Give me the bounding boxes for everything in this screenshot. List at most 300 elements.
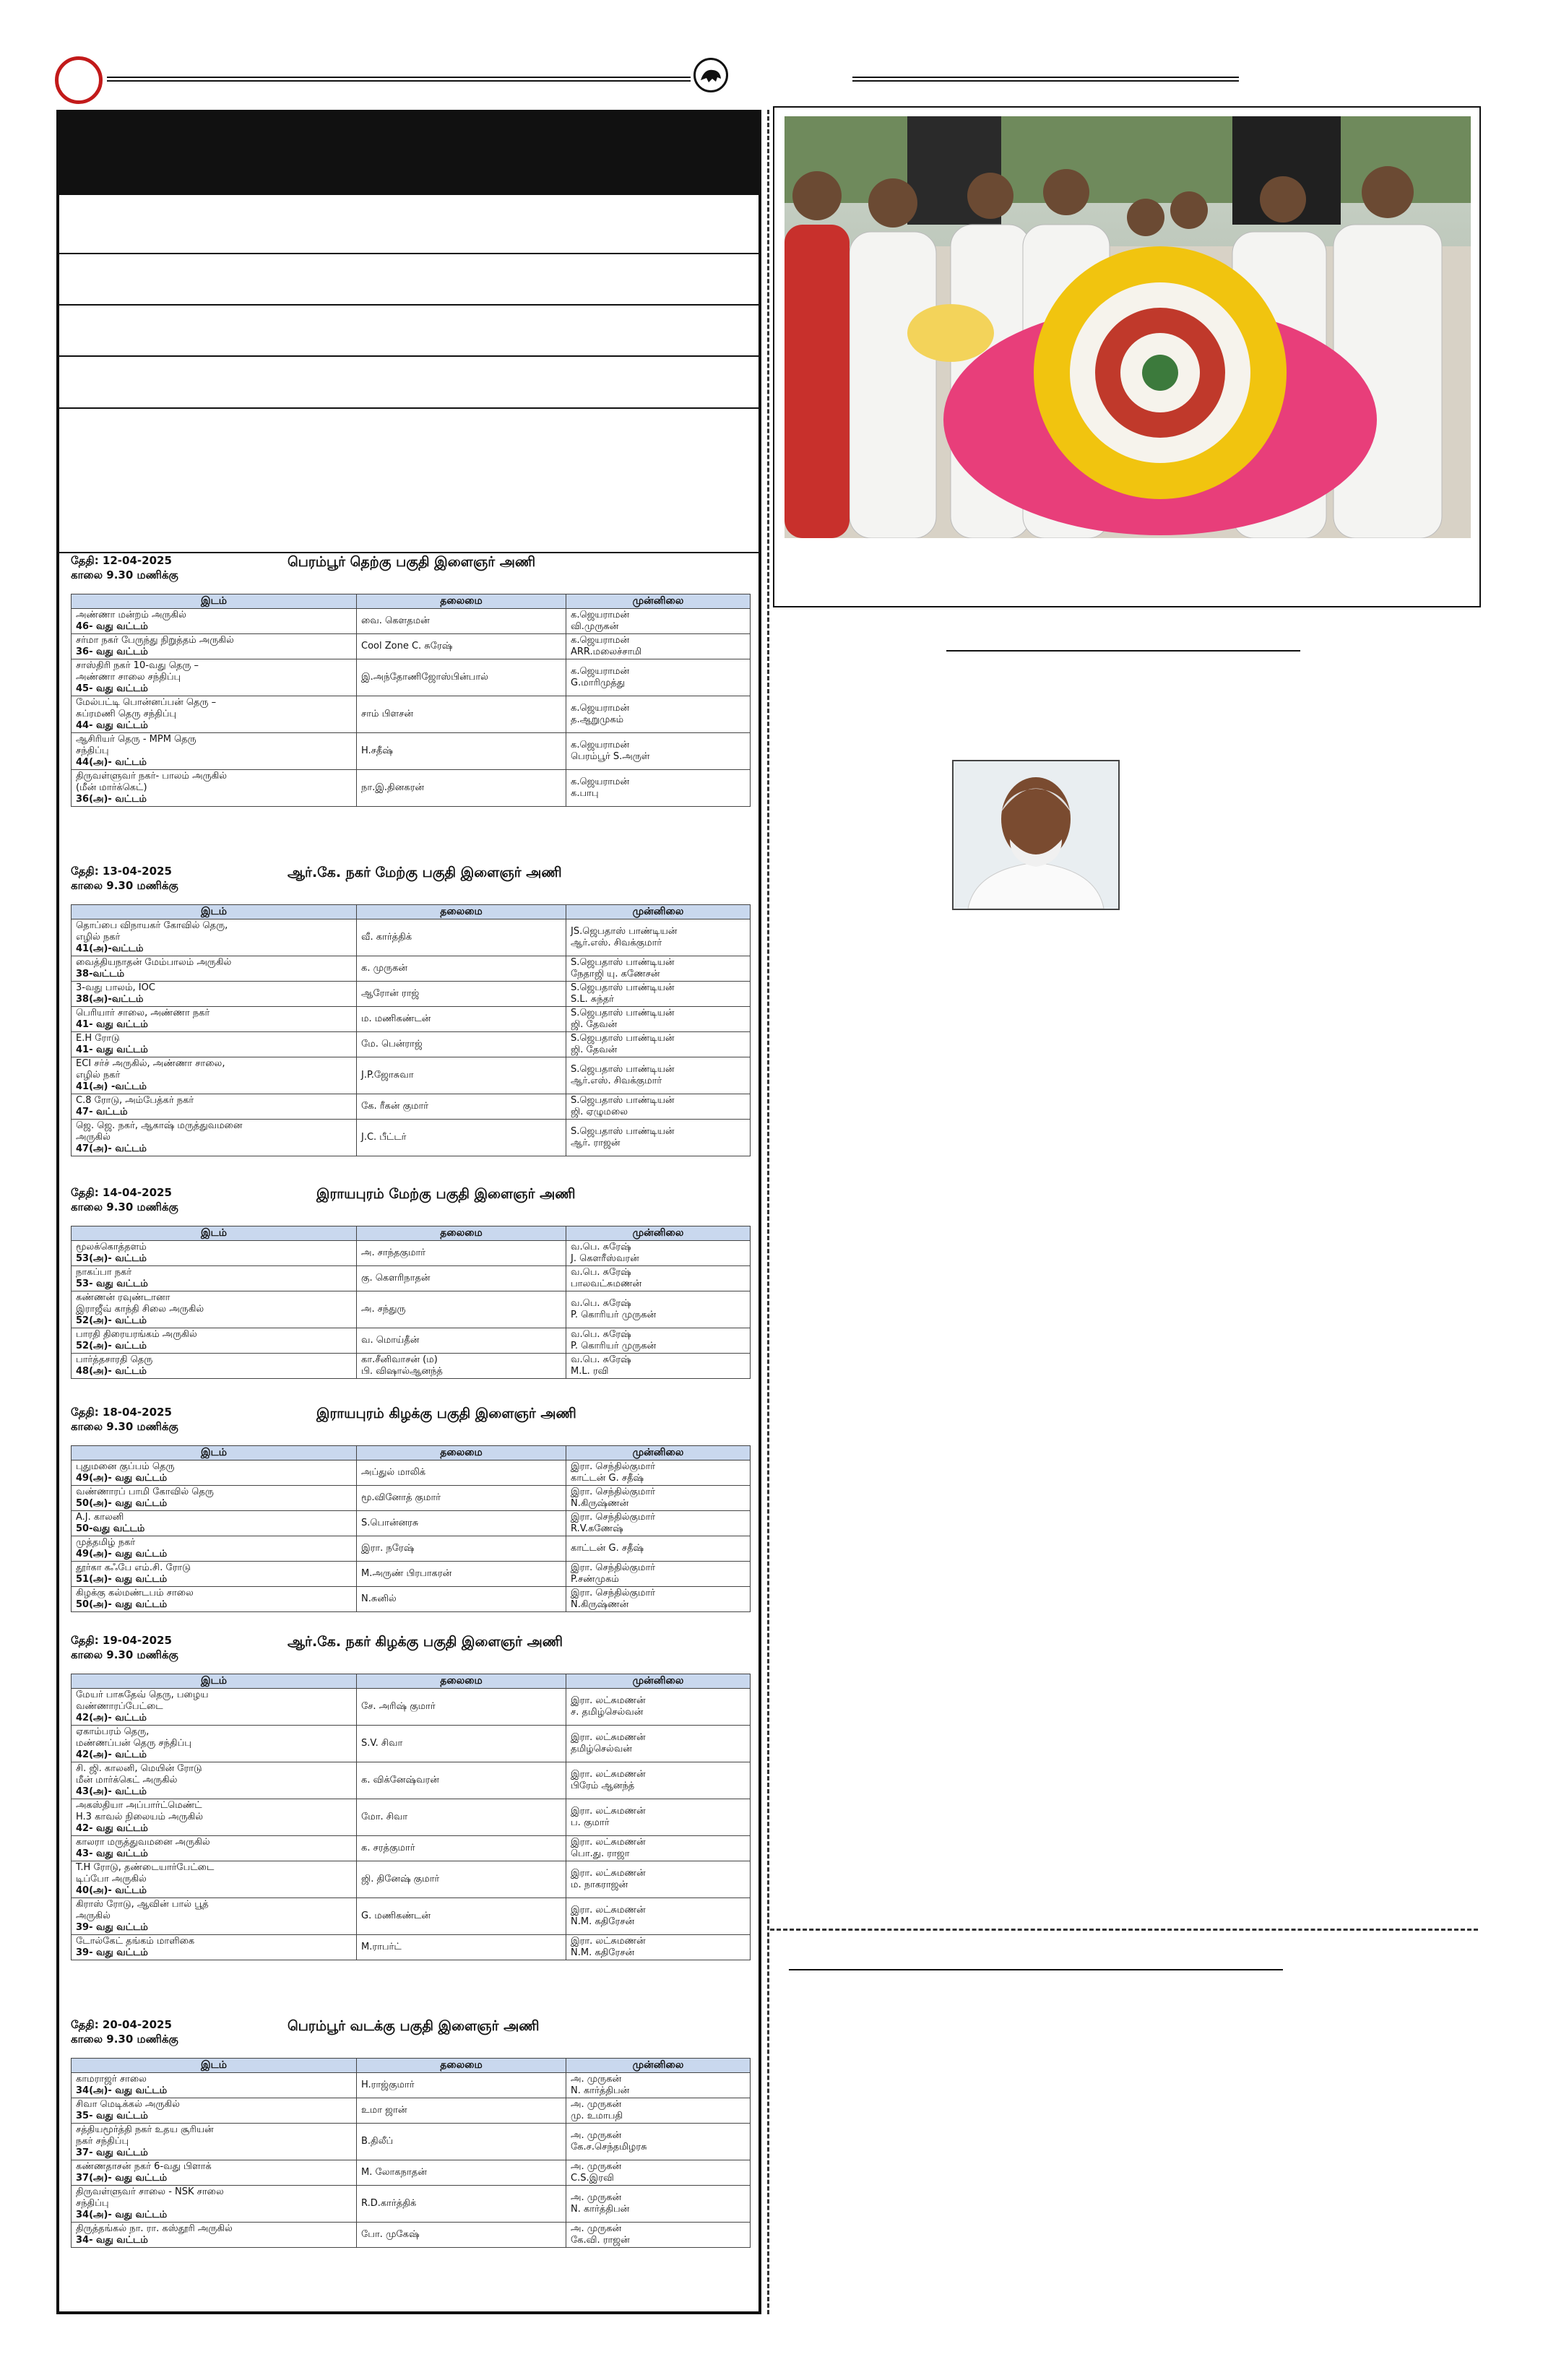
ward-label: 41(அ)-வட்டம் [76, 943, 144, 954]
table-row [72, 1836, 751, 1861]
ward-label: 34(அ)- வது வட்டம் [76, 2210, 168, 2220]
place-cell [72, 1057, 357, 1094]
place-cell [72, 696, 357, 733]
ward-label: 52(அ)- வட்டம் [76, 1315, 147, 1326]
front-name: இரா. லட்சுமணன் [571, 1806, 646, 1817]
front-cell [566, 609, 751, 634]
time-text: காலை 9.30 மணிக்கு [71, 879, 178, 892]
schedule-block [71, 553, 750, 807]
place-cell [72, 609, 357, 634]
place-line: (மீன் மார்க்கெட்) [76, 782, 147, 793]
masthead-rule [107, 77, 691, 82]
place-cell [72, 1486, 357, 1511]
place-line: காமராஜர் சாலை [76, 2074, 147, 2085]
table-row [72, 982, 751, 1007]
front-name: N.கிருஷ்ணன் [571, 1599, 629, 1610]
front-name: கே.வி. ராஜன் [571, 2235, 630, 2246]
ward-label: 41- வது வட்டம் [76, 1019, 148, 1030]
place-cell [72, 1094, 357, 1120]
front-cell [566, 1241, 751, 1266]
column-header-lead: தலைமை [357, 2059, 566, 2073]
lead-cell: J.P.ஜோசுவா [357, 1057, 566, 1094]
column-header-place: இடம் [72, 1446, 357, 1461]
block-header [71, 1405, 750, 1445]
lead-cell: க. விக்னேஷ்வரன் [357, 1762, 566, 1799]
table-row [72, 1536, 751, 1562]
column-header-lead: தலைமை [357, 1446, 566, 1461]
front-name: வ.பெ. சுரேஷ் [571, 1298, 631, 1309]
place-line: பெரியார் சாலை, அண்ணா நகர் [76, 1008, 210, 1018]
table-row [72, 919, 751, 956]
front-cell [566, 1486, 751, 1511]
block-date [71, 553, 178, 582]
lead-cell: சே. அரிஷ் குமார் [357, 1689, 566, 1726]
lead-cell: ஜி. தினேஷ் குமார் [357, 1861, 566, 1898]
time-text: காலை 9.30 மணிக்கு [71, 568, 178, 581]
block-title: ஆர்.கே. நகர் கிழக்கு பகுதி இளைஞர் அணி [288, 1634, 563, 1650]
front-name: ஜி. தேவன் [571, 1019, 618, 1030]
ward-label: 52(அ)- வட்டம் [76, 1341, 147, 1351]
place-cell [72, 1935, 357, 1960]
front-name: JS.ஜெபதாஸ் பாண்டியன் [571, 926, 678, 937]
front-cell [566, 1898, 751, 1935]
front-name: ARR.மலைச்சாமி [571, 646, 642, 657]
place-line: ECI சர்ச் அருகில், அண்ணா சாலை, [76, 1058, 225, 1069]
place-line: C.8 ரோடு, அம்பேத்கர் நகர் [76, 1095, 194, 1106]
front-name: இரா. லட்சுமணன் [571, 1837, 646, 1848]
front-name: N.M. கதிரேசன் [571, 1916, 635, 1927]
front-name: P. கொரியர் முருகன் [571, 1310, 657, 1320]
front-cell [566, 1094, 751, 1120]
time-text: காலை 9.30 மணிக்கு [71, 2033, 178, 2046]
front-name: இரா. லட்சுமணன் [571, 1936, 646, 1947]
front-name: ஆர்.எஸ். சிவக்குமார் [571, 1076, 662, 1086]
front-cell [566, 1007, 751, 1032]
table-row [72, 2124, 751, 2160]
block-header [71, 553, 750, 594]
lead-cell: க. சரத்குமார் [357, 1836, 566, 1861]
place-cell [72, 1511, 357, 1536]
front-name: ஜி. ஏழுமலை [571, 1107, 628, 1117]
front-name: ப. குமார் [571, 1817, 610, 1828]
front-name: S.ஜெபதாஸ் பாண்டியன் [571, 1095, 675, 1106]
lead-cell: நா.இ.தினகரன் [357, 770, 566, 807]
table-row [72, 634, 751, 659]
front-cell [566, 1587, 751, 1612]
front-name: J. கௌரீஸ்வரன் [571, 1253, 639, 1264]
masthead-logo-icon [693, 58, 728, 92]
front-name: P. கொரியர் முருகன் [571, 1341, 657, 1351]
masthead-rule-right [852, 77, 1239, 82]
lead-cell: M. லோகநாதன் [357, 2160, 566, 2186]
ward-label: 42- வது வட்டம் [76, 1823, 148, 1834]
ward-label: 47(அ)- வட்டம் [76, 1143, 147, 1154]
front-name: மு. உமாபதி [571, 2111, 623, 2121]
place-cell [72, 1799, 357, 1836]
schedule-table [71, 1674, 751, 1960]
lead-cell: S.பொன்னரசு [357, 1511, 566, 1536]
ward-label: 41(அ) -வட்டம் [76, 1081, 147, 1092]
place-cell [72, 1861, 357, 1898]
column-header-place: இடம் [72, 1674, 357, 1689]
table-row [72, 2160, 751, 2186]
place-cell [72, 1328, 357, 1354]
front-cell [566, 1861, 751, 1898]
column-separator [767, 110, 769, 2314]
lead-cell: மூ.வினோத் குமார் [357, 1486, 566, 1511]
schedule-table [71, 1445, 751, 1612]
front-name: ஆர். ராஜன் [571, 1138, 621, 1148]
front-name: இரா. செந்தில்குமார் [571, 1512, 656, 1523]
front-name: S.ஜெபதாஸ் பாண்டியன் [571, 1126, 675, 1137]
block-title: இராயபுரம் மேற்கு பகுதி இளைஞர் அணி [316, 1186, 576, 1202]
column-header-place: இடம் [72, 905, 357, 919]
place-cell [72, 2124, 357, 2160]
place-line: A.J. காலனி [76, 1512, 124, 1523]
place-line: கண்ணதாசன் நகர் 6-வது பிளாக் [76, 2161, 212, 2172]
table-row [72, 1328, 751, 1354]
place-line: வைத்தியநாதன் மேம்பாலம் அருகில் [76, 957, 232, 968]
front-name: ச. தமிழ்செல்வன் [571, 1707, 644, 1718]
front-cell [566, 1120, 751, 1156]
column-header-lead: தலைமை [357, 1674, 566, 1689]
place-line: சுப்ரமணி தெரு சந்திப்பு [76, 709, 177, 719]
table-row [72, 1935, 751, 1960]
front-cell [566, 1689, 751, 1726]
place-line: ஆசிரியர் தெரு - MPM தெரு [76, 734, 196, 745]
front-name: இரா. செந்தில்குமார் [571, 1487, 656, 1497]
place-line: மேல்பட்டி பொன்னப்பன் தெரு – [76, 697, 217, 708]
front-name: வ.பெ. சுரேஷ் [571, 1267, 631, 1278]
lead-cell: ம. மணிகண்டன் [357, 1007, 566, 1032]
place-cell [72, 1587, 357, 1612]
schedule-block [71, 1405, 750, 1612]
front-cell [566, 1328, 751, 1354]
table-row [72, 1861, 751, 1898]
block-date [71, 2017, 178, 2046]
front-cell [566, 1032, 751, 1057]
front-cell [566, 1291, 751, 1328]
front-name: க.ஜெயராமன் [571, 703, 630, 714]
lead-cell: இரா. நரேஷ் [357, 1536, 566, 1562]
lead-cell: ஆரோன் ராஜ் [357, 982, 566, 1007]
column-header-front: முன்னிலை [566, 2059, 751, 2073]
table-row [72, 1762, 751, 1799]
front-name: க.ஜெயராமன் [571, 740, 630, 750]
date-text: தேதி: 19-04-2025 [71, 1634, 172, 1647]
front-name: N.M. கதிரேசன் [571, 1947, 635, 1958]
front-name: N.கிருஷ்ணன் [571, 1498, 629, 1509]
front-name: அ. முருகன் [571, 2074, 622, 2085]
front-cell [566, 956, 751, 982]
front-name: தமிழ்செல்வன் [571, 1744, 632, 1754]
table-row [72, 659, 751, 696]
front-name: காட்டன் G. சதீஷ் [571, 1473, 644, 1484]
ward-label: 35- வது வட்டம் [76, 2111, 148, 2121]
front-name: S.ஜெபதாஸ் பாண்டியன் [571, 1064, 675, 1075]
front-name: பிரேம் ஆனந்த் [571, 1780, 635, 1791]
table-row [72, 1726, 751, 1762]
schedule-table [71, 594, 751, 807]
column-header-lead: தலைமை [357, 594, 566, 609]
front-name: க.பாபு [571, 788, 599, 799]
ward-label: 50-வது வட்டம் [76, 1523, 145, 1534]
front-name: இரா. செந்தில்குமார் [571, 1588, 656, 1598]
place-line: மூலக்கொத்தளம் [76, 1242, 147, 1252]
place-cell [72, 2073, 357, 2098]
front-cell [566, 1511, 751, 1536]
block-date [71, 1633, 178, 1662]
divider [59, 355, 758, 357]
ward-label: 36- வது வட்டம் [76, 646, 148, 657]
front-name: நேதாஜி யு. கணேசன் [571, 969, 660, 979]
ward-label: 47- வட்டம் [76, 1107, 128, 1117]
front-cell [566, 2160, 751, 2186]
front-cell [566, 1726, 751, 1762]
table-row [72, 609, 751, 634]
table-row [72, 2223, 751, 2248]
front-cell [566, 2223, 751, 2248]
place-line: திருத்தங்கல் நா. ரா. கஸ்தூரி அருகில் [76, 2223, 233, 2234]
place-cell [72, 1726, 357, 1762]
front-name: S.ஜெபதாஸ் பாண்டியன் [571, 1008, 675, 1018]
place-line: பார்த்தசாரதி தெரு [76, 1354, 153, 1365]
table-row [72, 1354, 751, 1379]
front-cell [566, 2186, 751, 2223]
front-cell [566, 1057, 751, 1094]
lead-cell: G. மணிகண்டன் [357, 1898, 566, 1935]
front-cell [566, 1461, 751, 1486]
place-line: ஜெ. ஜெ. நகர், ஆகாஷ் மருத்துவமனை [76, 1120, 243, 1131]
table-row [72, 733, 751, 770]
place-line: சிவா மெடிக்கல் அருகில் [76, 2099, 180, 2110]
front-name: S.L. சுந்தர் [571, 994, 614, 1005]
column-header-front: முன்னிலை [566, 1674, 751, 1689]
place-line: தூர்கா கஃபே எம்.சி. ரோடு [76, 1562, 191, 1573]
date-text: தேதி: 18-04-2025 [71, 1406, 172, 1419]
date-text: தேதி: 13-04-2025 [71, 865, 172, 878]
place-cell [72, 770, 357, 807]
front-name: த.ஆறுமுகம் [571, 714, 624, 725]
front-name: இரா. லட்சுமணன் [571, 1905, 646, 1916]
front-name: N. கார்த்திபன் [571, 2204, 630, 2215]
front-cell [566, 634, 751, 659]
front-cell [566, 1799, 751, 1836]
ward-label: 49(அ)- வது வட்டம் [76, 1549, 168, 1559]
lead-cell: H.ராஜ்குமார் [357, 2073, 566, 2098]
place-line: திருவள்ளுவர் சாலை - NSK சாலை [76, 2186, 224, 2197]
place-cell [72, 1461, 357, 1486]
ward-label: 53(அ)- வட்டம் [76, 1253, 147, 1264]
table-row [72, 1461, 751, 1486]
front-cell [566, 1354, 751, 1379]
divider [946, 650, 1300, 652]
column-header-front: முன்னிலை [566, 905, 751, 919]
front-name: காட்டன் G. சதீஷ் [571, 1543, 644, 1554]
place-line: கண்ணன் ரவுண்டானா [76, 1292, 170, 1303]
lead-cell: கே. ரீகன் குமார் [357, 1094, 566, 1120]
ward-label: 43(அ)- வட்டம் [76, 1786, 147, 1797]
ward-label: 48(அ)- வட்டம் [76, 1366, 147, 1377]
front-name: G.மாரிமுத்து [571, 678, 625, 688]
table-row [72, 1898, 751, 1935]
place-line: E.H ரோடு [76, 1033, 120, 1044]
block-title: ஆர்.கே. நகர் மேற்கு பகுதி இளைஞர் அணி [288, 865, 562, 880]
ward-label: 50(அ)- வது வட்டம் [76, 1599, 168, 1610]
table-row [72, 2186, 751, 2223]
place-line: டோல்கேட் தங்கம் மாளிகை [76, 1936, 195, 1947]
place-line: எழில் நகர் [76, 932, 121, 943]
front-cell [566, 1266, 751, 1291]
place-line: வண்ணாரப் பாமி கோவில் தெரு [76, 1487, 214, 1497]
headline-band [59, 113, 758, 195]
lead-cell: கு. கௌரிநாதன் [357, 1266, 566, 1291]
ward-label: 40(அ)- வட்டம் [76, 1885, 147, 1896]
place-line: மேயர் பாசுதேவ் தெரு, பழைய [76, 1689, 209, 1700]
place-cell [72, 2160, 357, 2186]
place-line: கிழக்கு கல்மண்டபம் சாலை [76, 1588, 194, 1598]
ward-label: 34(அ)- வது வட்டம் [76, 2085, 168, 2096]
place-line: சாஸ்திரி நகர் 10-வது தெரு – [76, 660, 199, 671]
lead-cell: N.சுனில் [357, 1587, 566, 1612]
lead-cell: வ. மொய்தீன் [357, 1328, 566, 1354]
ward-label: 41- வது வட்டம் [76, 1044, 148, 1055]
front-name: க.ஜெயராமன் [571, 776, 630, 787]
table-row [72, 1689, 751, 1726]
place-line: டிப்போ அருகில் [76, 1874, 147, 1884]
lead-cell: R.D.கார்த்திக் [357, 2186, 566, 2223]
front-name: இரா. செந்தில்குமார் [571, 1461, 656, 1472]
place-line: சி. ஜி. காலனி, மெயின் ரோடு [76, 1763, 202, 1774]
place-line: பாரதி திரையரங்கம் அருகில் [76, 1329, 197, 1340]
front-cell [566, 733, 751, 770]
ward-label: 49(அ)- வது வட்டம் [76, 1473, 168, 1484]
lead-cell: S.V. சிவா [357, 1726, 566, 1762]
schedule-table [71, 904, 751, 1156]
table-row [72, 1032, 751, 1057]
column-header-place: இடம் [72, 2059, 357, 2073]
lead-cell: மோ. சிவா [357, 1799, 566, 1836]
place-line: கிராஸ் ரோடு, ஆவின் பால் பூத் [76, 1899, 209, 1910]
front-cell [566, 919, 751, 956]
ward-label: 34- வது வட்டம் [76, 2235, 148, 2246]
place-line: அருகில் [76, 1911, 111, 1921]
table-row [72, 696, 751, 733]
table-row [72, 1799, 751, 1836]
place-cell [72, 982, 357, 1007]
table-row [72, 1094, 751, 1120]
place-cell [72, 2186, 357, 2223]
place-cell [72, 1007, 357, 1032]
table-row [72, 1587, 751, 1612]
time-text: காலை 9.30 மணிக்கு [71, 1648, 178, 1661]
column-header-front: முன்னிலை [566, 1446, 751, 1461]
front-cell [566, 2073, 751, 2098]
table-row [72, 2098, 751, 2124]
front-cell [566, 982, 751, 1007]
table-row [72, 2073, 751, 2098]
place-cell [72, 1536, 357, 1562]
lead-cell: இ.அந்தோணிஜோஸ்பின்பால் [357, 659, 566, 696]
front-name: S.ஜெபதாஸ் பாண்டியன் [571, 1033, 675, 1044]
table-row [72, 1266, 751, 1291]
divider [59, 407, 758, 409]
ward-label: 39- வது வட்டம் [76, 1947, 148, 1958]
divider [789, 1969, 1283, 1970]
front-name: ஜி. தேவன் [571, 1044, 618, 1055]
lead-cell: அ. சந்துரு [357, 1291, 566, 1328]
front-name: பெரம்பூர் S.அருள் [571, 751, 650, 762]
date-text: தேதி: 12-04-2025 [71, 554, 172, 567]
column-header-front: முன்னிலை [566, 1226, 751, 1241]
event-photo [785, 116, 1471, 538]
lead-cell: B.திலீப் [357, 2124, 566, 2160]
place-line: இராஜீவ் காந்தி சிலை அருகில் [76, 1304, 204, 1315]
schedule-table [71, 1226, 751, 1379]
front-name: அ. முருகன் [571, 2099, 622, 2110]
ward-label: 46- வது வட்டம் [76, 621, 148, 632]
table-row [72, 770, 751, 807]
place-line: மண்ணப்பன் தெரு சந்திப்பு [76, 1738, 191, 1749]
front-name: பாலவட்சுமணன் [571, 1278, 642, 1289]
divider [59, 253, 758, 254]
place-cell [72, 956, 357, 982]
table-row [72, 1511, 751, 1536]
date-text: தேதி: 20-04-2025 [71, 2018, 172, 2031]
date-text: தேதி: 14-04-2025 [71, 1186, 172, 1199]
lead-cell: போ. முகேஷ் [357, 2223, 566, 2248]
place-line: எழில் நகர் [76, 1070, 121, 1081]
front-cell [566, 2098, 751, 2124]
block-title: பெரம்பூர் வடக்கு பகுதி இளைஞர் அணி [288, 2018, 540, 2034]
block-header [71, 1633, 750, 1674]
place-line: புதுமனை குப்பம் தெரு [76, 1461, 175, 1472]
lead-cell: க. முருகன் [357, 956, 566, 982]
front-name: M.L. ரவி [571, 1366, 609, 1377]
front-name: R.V.கணேஷ் [571, 1523, 623, 1534]
lead-cell: M.அருண் பிரபாகரன் [357, 1562, 566, 1587]
place-cell [72, 1898, 357, 1935]
place-line: திருவள்ளுவர் நகர்- பாலம் அருகில் [76, 771, 228, 782]
ward-label: 43- வது வட்டம் [76, 1848, 148, 1859]
divider [59, 304, 758, 306]
place-cell [72, 1120, 357, 1156]
front-name: இரா. லட்சுமணன் [571, 1868, 646, 1879]
place-line: ஏகாம்பரம் தெரு, [76, 1726, 150, 1737]
ward-label: 53- வது வட்டம் [76, 1278, 148, 1289]
table-row [72, 1291, 751, 1328]
front-name: க.ஜெயராமன் [571, 610, 630, 620]
front-name: இரா. லட்சுமணன் [571, 1769, 646, 1780]
front-cell [566, 1762, 751, 1799]
place-cell [72, 1562, 357, 1587]
ward-label: 36(அ)- வட்டம் [76, 794, 147, 805]
place-cell [72, 659, 357, 696]
ward-label: 38-வட்டம் [76, 969, 125, 979]
table-row [72, 1057, 751, 1094]
ward-label: 50(அ)- வது வட்டம் [76, 1498, 168, 1509]
lead-cell: சாம் பிளசன் [357, 696, 566, 733]
front-name: ஆர்.எஸ். சிவக்குமார் [571, 938, 662, 948]
place-cell [72, 2223, 357, 2248]
front-cell [566, 1935, 751, 1960]
front-name: வ.பெ. சுரேஷ் [571, 1329, 631, 1340]
block-date [71, 1185, 178, 1214]
lead-cell: H.சதீஷ் [357, 733, 566, 770]
place-cell [72, 1032, 357, 1057]
table-row [72, 1486, 751, 1511]
column-header-place: இடம் [72, 1226, 357, 1241]
